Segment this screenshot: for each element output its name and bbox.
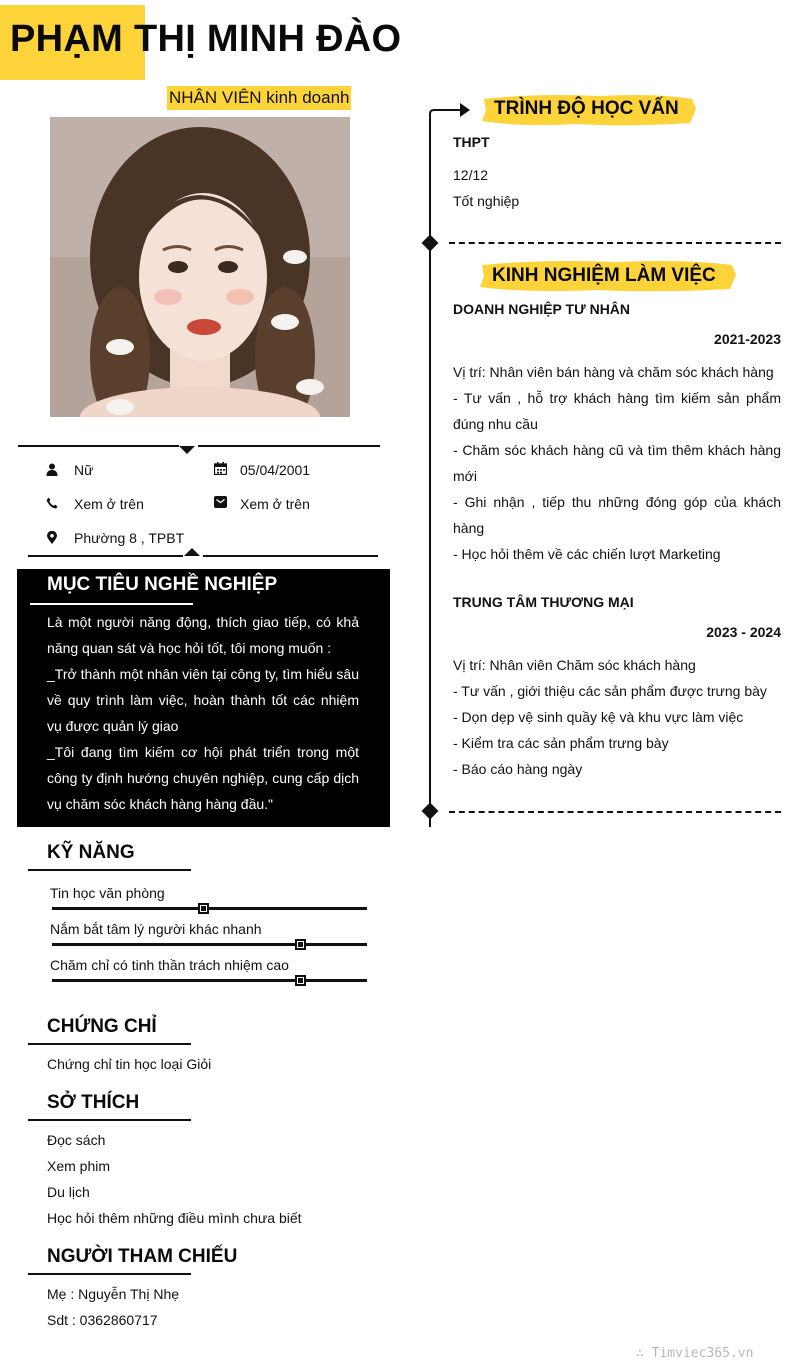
experience-title: KINH NGHIỆM LÀM VIỆC (492, 265, 716, 286)
job-line: - Kiểm tra các sản phẩm trưng bày (453, 735, 669, 751)
info-top-divider-left (18, 445, 179, 447)
job-line: - Báo cáo hàng ngày (453, 761, 583, 777)
address-value: Phường 8 , TPBT (74, 530, 185, 546)
map-pin-icon (45, 530, 59, 544)
job-line: - Tư vấn , hỗ trợ khách hàng tìm kiếm sản phẩm đúng nhu cầu (453, 390, 781, 432)
watermark: ∴ Timviec365.vn (636, 1346, 754, 1361)
phone-icon (45, 496, 59, 510)
education-school: THPT (453, 134, 490, 150)
certificates-title: CHỨNG CHỈ (47, 1016, 157, 1037)
job-line: Vị trí: Nhân viên bán hàng và chăm sóc khách hàng (453, 364, 774, 380)
objective-title: MỤC TIÊU NGHỀ NGHIỆP (47, 574, 278, 595)
timeline-node (422, 235, 439, 252)
hobby-item: Du lịch (47, 1184, 90, 1200)
hobby-item: Xem phim (47, 1158, 111, 1174)
timeline-arrow (426, 100, 476, 126)
timeline-node (422, 803, 439, 820)
objective-text: Là một người năng động, thích giao tiếp, có khả năng quan sát và học hỏi tốt, tôi mong muốn : _Trở thành một nhân viên tại công ty, tìm hiểu sâu về quy trình làm việc, hoàn thành tốt các nhiệm vụ được quản lý giao _Tôi đang tìm kiếm cơ hội phát triển trong một công ty định hướng chuyên nghiệp, cung cấp dịch vụ chăm sóc khách hàng hàng đầu." (47, 614, 359, 812)
job-company: DOANH NGHIỆP TƯ NHÂN (453, 301, 631, 317)
skills-underline (28, 869, 191, 871)
objective-underline (30, 603, 193, 605)
reference-item: Sdt : 0362860717 (47, 1312, 158, 1328)
skills-title: KỸ NĂNG (47, 842, 135, 863)
calendar-icon (213, 461, 227, 475)
certificate-item: Chứng chỉ tin học loại Giỏi (47, 1056, 212, 1072)
job-line: - Dọn dẹp vệ sinh quầy kệ và khu vực làm việc (453, 709, 744, 725)
section-divider (449, 811, 781, 813)
certificates-underline (28, 1043, 191, 1045)
info-top-divider-right (198, 445, 380, 447)
envelope-icon (213, 495, 227, 509)
skill-level-marker (295, 939, 306, 950)
skill-bar (52, 907, 367, 910)
hobbies-title: SỞ THÍCH (47, 1092, 140, 1113)
reference-item: Mẹ : Nguyễn Thị Nhẹ (47, 1286, 180, 1302)
section-divider (449, 242, 781, 244)
job-line: Vị trí: Nhân viên Chăm sóc khách hàng (453, 657, 696, 673)
candidate-name: PHẠM THỊ MINH ĐÀO (10, 18, 402, 60)
user-icon (45, 462, 59, 476)
skill-level-marker (198, 903, 209, 914)
job-company: TRUNG TÂM THƯƠNG MẠI (453, 594, 634, 610)
references-underline (28, 1273, 191, 1275)
gender-value: Nữ (74, 462, 94, 478)
hobby-item: Đọc sách (47, 1132, 106, 1148)
job-line: - Chăm sóc khách hàng cũ và tìm thêm khách hàng mới (453, 442, 781, 484)
education-title: TRÌNH ĐỘ HỌC VẤN (494, 98, 679, 119)
job-line: - Học hỏi thêm về các chiến lượt Marketing (453, 546, 721, 562)
skill-label: Tin học văn phòng (50, 885, 165, 901)
skill-bar (52, 979, 367, 982)
job-description (453, 359, 781, 567)
profile-photo-image (50, 117, 350, 417)
hobby-item: Học hỏi thêm những điều mình chưa biết (47, 1210, 302, 1226)
job-line: - Tư vấn , giới thiệu các sản phẩm được trưng bày (453, 683, 767, 699)
profile-photo (50, 117, 350, 417)
skill-level-marker (295, 975, 306, 986)
info-bottom-marker (184, 548, 200, 556)
education-status: Tốt nghiệp (453, 193, 520, 209)
info-bottom-divider-left (28, 555, 183, 557)
hobbies-underline (28, 1119, 191, 1121)
job-line: - Ghi nhận , tiếp thu những đóng góp của khách hàng (453, 494, 781, 536)
timeline-line (429, 120, 431, 827)
email-value: Xem ở trên (240, 496, 310, 512)
job-period: 2021-2023 (714, 331, 781, 347)
skill-label: Chăm chỉ có tinh thần trách nhiệm cao (50, 957, 289, 973)
birthday-value: 05/04/2001 (240, 462, 311, 478)
skill-bar (52, 943, 367, 946)
job-period: 2023 - 2024 (706, 624, 781, 640)
education-grade: 12/12 (453, 167, 489, 183)
phone-value: Xem ở trên (74, 496, 144, 512)
job-title: NHÂN VIÊN kinh doanh (167, 86, 351, 110)
job-description (453, 652, 781, 782)
info-top-marker (179, 446, 195, 454)
references-title: NGƯỜI THAM CHIẾU (47, 1246, 238, 1267)
info-bottom-divider-right (203, 555, 378, 557)
skill-label: Nắm bắt tâm lý người khác nhanh (50, 921, 262, 937)
